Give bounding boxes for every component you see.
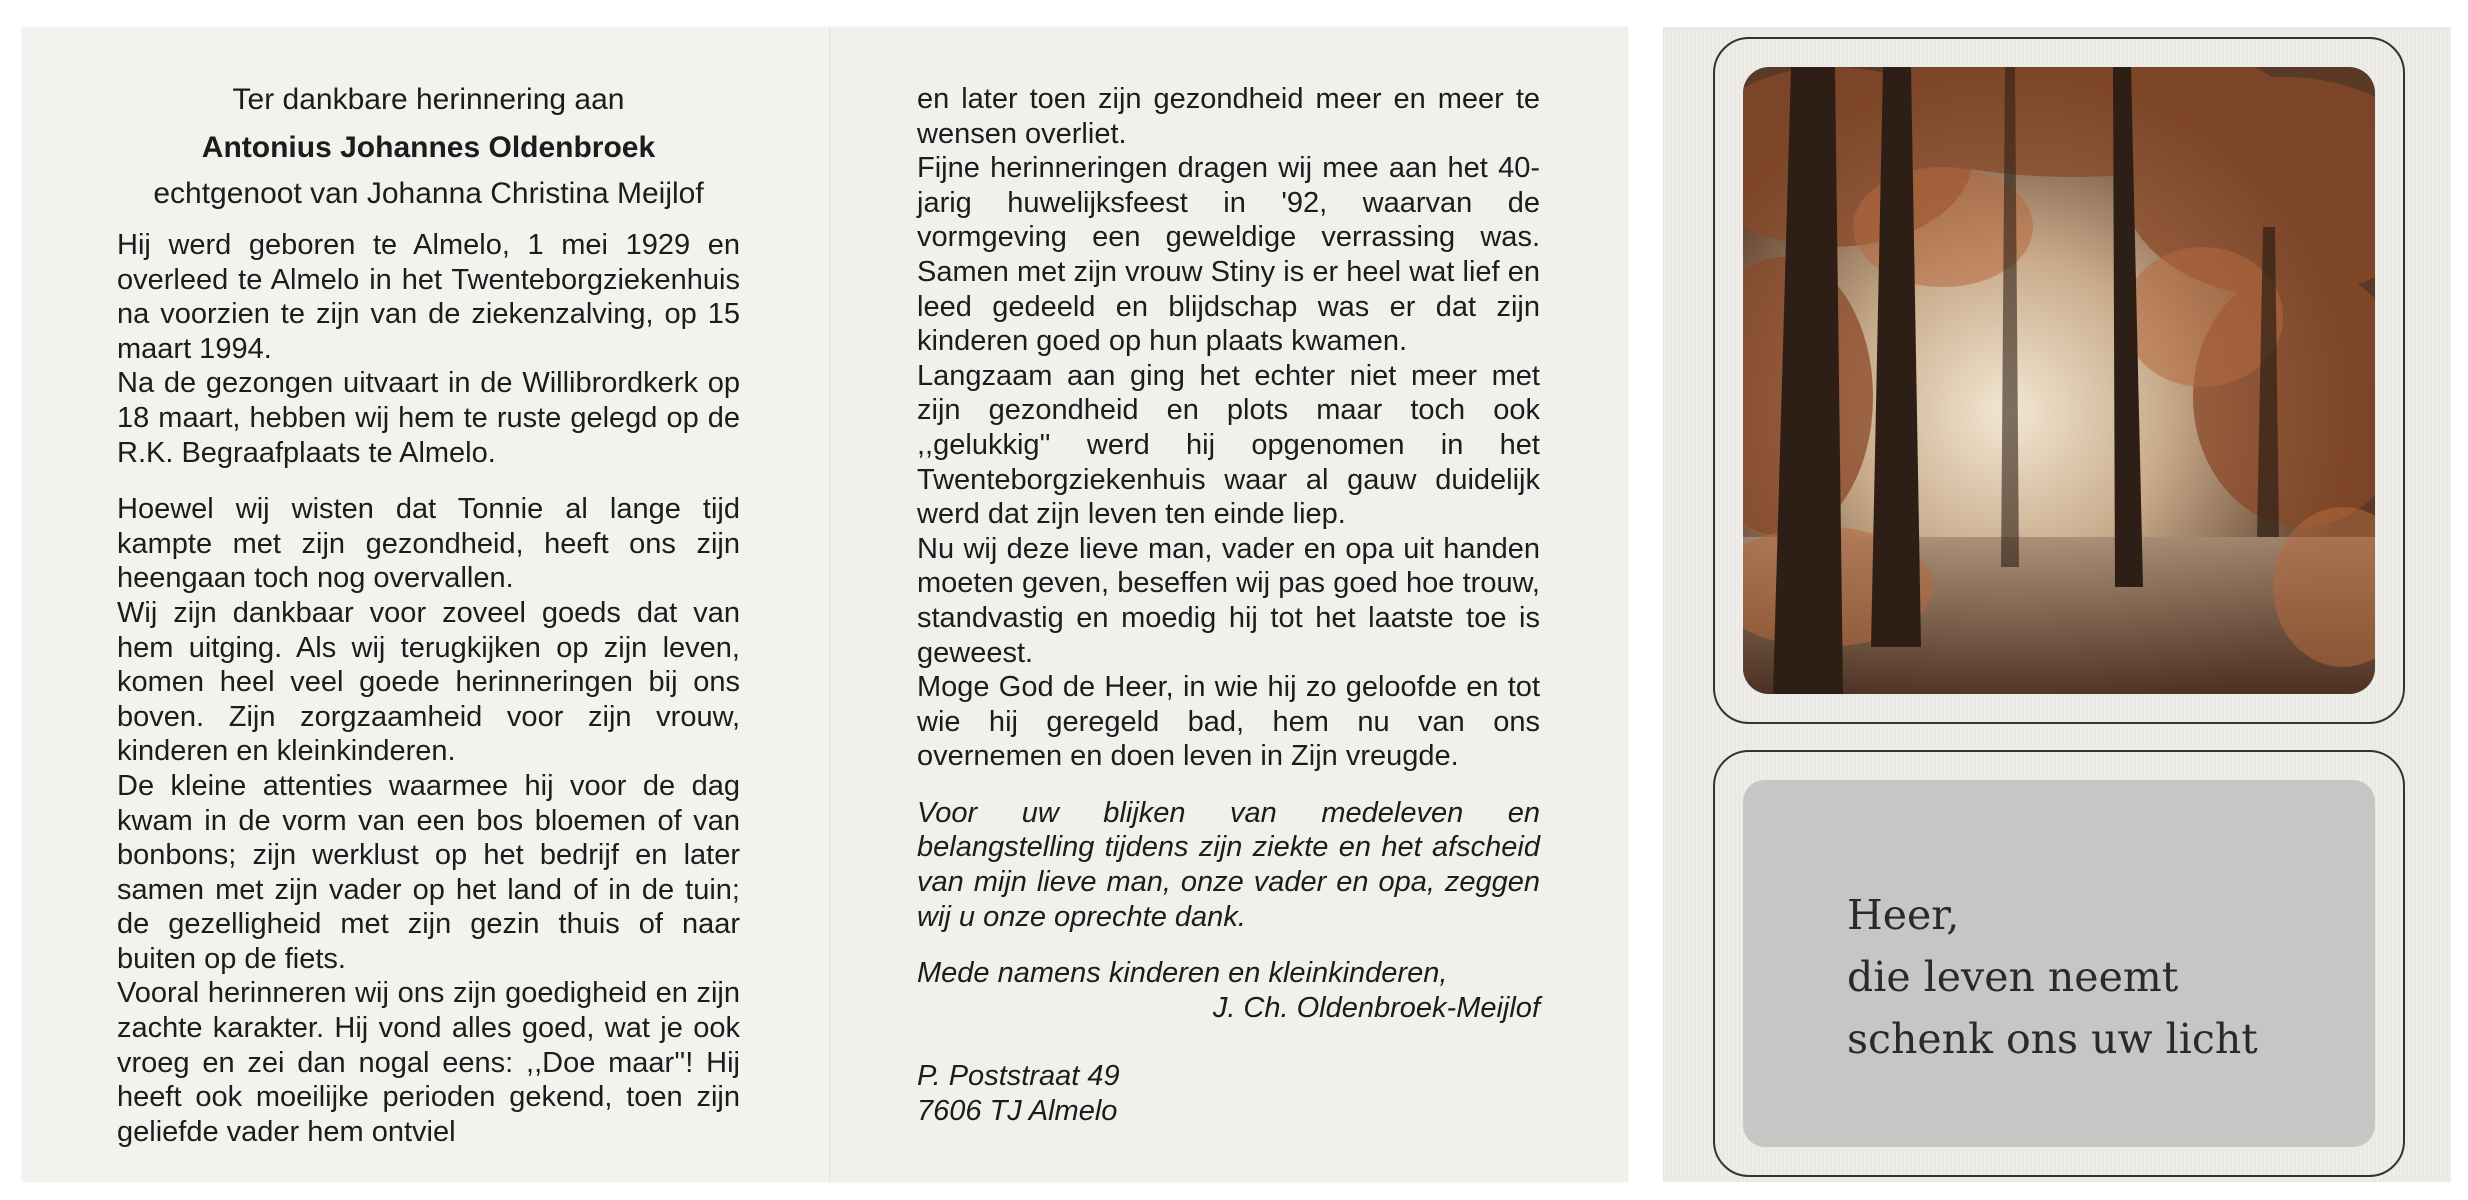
spouse-line: echtgenoot van Johanna Christina Meijlof [153, 177, 704, 210]
verse-line: Heer, [1847, 891, 1960, 939]
paragraph: Hij werd geboren te Almelo, 1 mei 1929 en overleed te Almelo in het Twenteborgziekenhuis na voorzien te zijn van de ziekenzalving, op 15 maart 1994. [117, 229, 740, 365]
autumn-forest-photo [1743, 67, 2375, 694]
verse-frame [1713, 750, 2405, 1177]
middle-column-text [917, 82, 1540, 1129]
deceased-name: Antonius Johannes Oldenbroek [201, 131, 656, 164]
signature-name: J. Ch. Oldenbroek-Meijlof [1212, 991, 1540, 1024]
paragraph: Wij zijn dankbaar voor zoveel goeds dat van hem uitging. Als wij terugkijken op zijn leven, komen heel veel goede herinneringen bij ons boven. Zijn zorgzaamheid voor zijn vrouw, kinderen en kleinkinderen. [117, 596, 740, 768]
memorial-card [1663, 27, 2451, 1182]
paragraph: Hoewel wij wisten dat Tonnie al lange tijd kampte met zijn gezondheid, heeft ons zijn heengaan toch nog overvallen. [117, 493, 740, 595]
page-fold [829, 27, 831, 1182]
verse-line: schenk ons uw licht [1847, 1015, 2258, 1063]
paragraph: Nu wij deze lieve man, vader en opa uit handen moeten geven, beseffen wij pas goed hoe trouw, standvastig en moedig hij tot het laatste toe is geweest. [917, 532, 1540, 669]
address-street: P. Poststraat 49 [917, 1060, 1120, 1093]
paragraph: Na de gezongen uitvaart in de Willibrordkerk op 18 maart, hebben wij hem te ruste gelegd op de R.K. Begraafplaats te Almelo. [117, 367, 740, 469]
paragraph: Vooral herinneren wij ons zijn goedigheid en zijn zachte karakter. Hij vond alles goed, wat je ook vroeg en zei dan nogal eens: ,,Doe maar''! Hij heeft ook moeilijke perioden gekend, toen zijn geliefde vader hem ontviel [117, 977, 740, 1148]
thanks-paragraph: Voor uw blijken van medeleven en belangstelling tijdens zijn ziekte en het afscheid van mijn lieve man, onze vader en opa, zeggen wij u onze oprechte dank. [917, 796, 1540, 933]
intro-line: Ter dankbare herinnering aan [232, 83, 625, 116]
paragraph: Moge God de Heer, in wie hij zo geloofde en tot wie hij geregeld bad, hem nu van ons overnemen en doen leven in Zijn vreugde. [917, 671, 1540, 773]
photo-frame [1713, 37, 2405, 724]
memorial-header [117, 78, 740, 214]
verse-panel [1743, 780, 2375, 1147]
paragraph: Fijne herinneringen dragen wij mee aan het 40-jarig huwelijksfeest in '92, waarvan de vormgeving een geweldige verrassing was. Samen met zijn vrouw Stiny is er heel wat lief en leed gedeeld en blijdschap was er dat zijn kinderen goed op hun plaats kwamen. [917, 152, 1540, 358]
paragraph: en later toen zijn gezondheid meer en meer te wensen overliet. [917, 83, 1540, 150]
signature-line: Mede namens kinderen en kleinkinderen, [917, 957, 1448, 990]
verse-line: die leven neemt [1847, 953, 2179, 1001]
forest-illustration [1743, 67, 2375, 694]
paragraph: De kleine attenties waarmee hij voor de dag kwam in de vorm van een bos bloemen of van bonbons; zijn werklust op het bedrijf en later samen met zijn vader op het land of in de tuin; de gezelligheid met zijn gezin thuis of naar buiten op de fiets. [117, 769, 740, 975]
left-column-text [117, 228, 740, 1149]
address-city: 7606 TJ Almelo [917, 1095, 1118, 1128]
paragraph: Langzaam aan ging het echter niet meer met zijn gezondheid en plots maar toch ook ,,gelukkig'' werd hij opgenomen in het Twenteborgziekenhuis waar al gauw duidelijk werd dat zijn leven ten einde liep. [917, 359, 1540, 531]
verse-text [1847, 884, 2258, 1070]
